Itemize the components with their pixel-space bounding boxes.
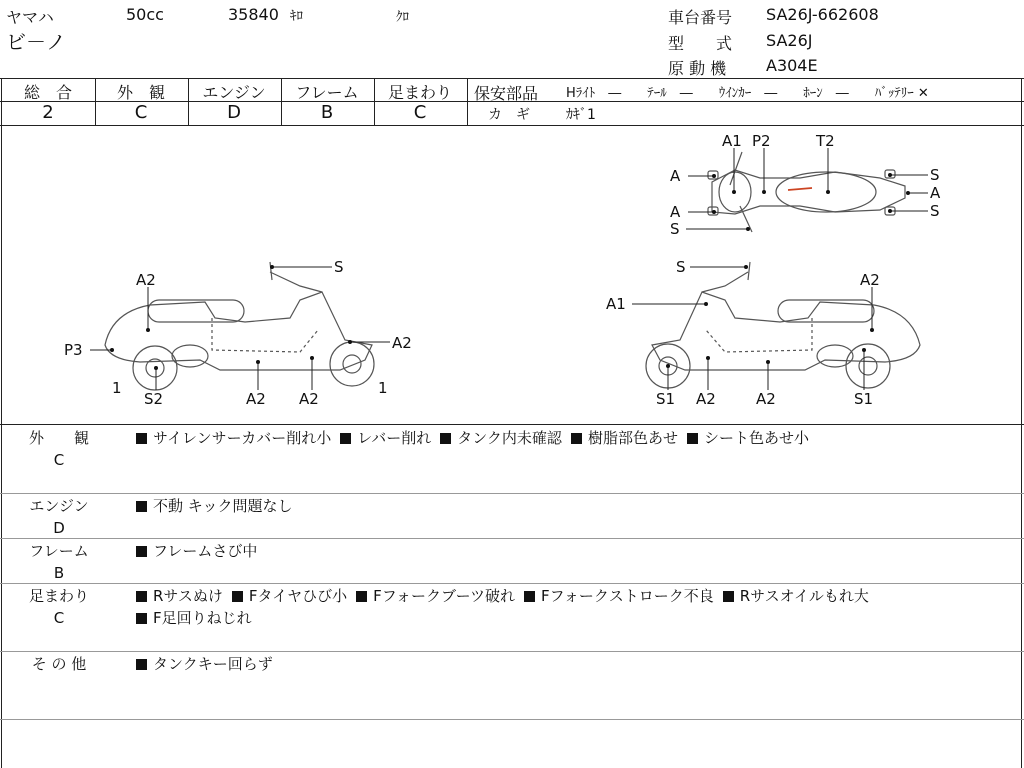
grade-overall-value: 2 <box>42 102 54 123</box>
note-item: フレームさび中 <box>136 540 257 562</box>
diagram-label: S <box>930 166 940 184</box>
maker: ヤマハ <box>6 8 54 27</box>
diagram-label: A <box>930 184 941 202</box>
top-view-scooter <box>708 152 905 232</box>
note-item: タンクキー回らず <box>136 653 273 675</box>
diagram-label: S1 <box>854 390 874 408</box>
bullet-icon <box>524 591 535 602</box>
damage-diagram <box>0 126 1024 424</box>
diagram-label: S2 <box>144 390 164 408</box>
section-engine-items <box>136 495 301 517</box>
diagram-label: 1 <box>112 379 122 397</box>
section-other-items <box>136 653 282 675</box>
diagram-label: P2 <box>752 132 771 150</box>
diagram-label: A2 <box>860 271 880 289</box>
diagram-label: S <box>670 220 680 238</box>
bullet-icon <box>136 613 147 624</box>
diagram-label: A2 <box>756 390 776 408</box>
note-item: タンク内未確認 <box>440 427 562 449</box>
diagram-label: A <box>670 203 681 221</box>
bullet-icon <box>571 433 582 444</box>
grade-exterior-label: 外 観 <box>116 83 165 102</box>
key-value: ｶｷﾞ1 <box>566 107 596 123</box>
bullet-icon <box>687 433 698 444</box>
divider <box>0 493 1024 494</box>
note-item: Fフォークブーツ破れ <box>356 585 515 607</box>
mileage <box>228 5 303 24</box>
section-frame-label: フレーム B <box>29 542 89 582</box>
engine-label: 原 動 機 <box>668 59 727 78</box>
bullet-icon <box>136 659 147 670</box>
bullet-icon <box>136 501 147 512</box>
key-label: カ ギ <box>488 107 530 123</box>
divider <box>467 101 1024 102</box>
grade-frame-value: B <box>320 102 334 123</box>
section-engine-label: エンジン D <box>29 497 89 537</box>
mileage-value: 35840 <box>228 5 279 24</box>
safety-label: 保安部品 <box>474 84 539 103</box>
bullet-icon <box>340 433 351 444</box>
grade-exterior-value: C <box>134 102 148 123</box>
section-suspension-items <box>136 585 878 629</box>
divider <box>0 651 1024 652</box>
diagram-label: T2 <box>816 132 835 150</box>
section-exterior-items <box>136 427 818 449</box>
note-item: 不動 キック問題なし <box>136 495 292 517</box>
diagram-label: A2 <box>392 334 412 352</box>
divider <box>467 78 468 125</box>
bullet-icon <box>356 591 367 602</box>
safety-items: Hﾗｲﾄ ― ﾃｰﾙ ― ｳｲﾝｶｰ ― ﾎｰﾝ ― ﾊﾞｯﾃﾘｰ ✕ <box>566 86 929 101</box>
note-item: Fフォークストローク不良 <box>524 585 714 607</box>
diagram-label: S1 <box>656 390 676 408</box>
grade-overall-label: 総 合 <box>23 83 72 102</box>
diagram-label: A2 <box>696 390 716 408</box>
section-exterior-label: 外 観 C <box>28 429 89 469</box>
model-name: ビ－ノ <box>6 30 66 54</box>
divider <box>0 538 1024 539</box>
mileage-unit: ｷﾛ <box>290 9 303 24</box>
engine-value: A304E <box>766 56 818 75</box>
diagram-label: A1 <box>722 132 742 150</box>
displacement: 50cc <box>126 5 164 24</box>
bullet-icon <box>723 591 734 602</box>
note-item: レバー削れ <box>340 427 431 449</box>
section-frame-items <box>136 540 266 562</box>
body-color: ｸﾛ <box>396 10 409 25</box>
grade-frame-label: フレーム <box>295 83 359 102</box>
type-value: SA26J <box>766 31 813 50</box>
divider <box>0 424 1024 425</box>
diagram-label: A2 <box>136 271 156 289</box>
diagram-label: A2 <box>246 390 266 408</box>
note-item: Rサスオイルもれ大 <box>723 585 869 607</box>
divider <box>0 78 1024 79</box>
note-item: F足回りねじれ <box>136 607 252 629</box>
bullet-icon <box>136 546 147 557</box>
grade-suspension-label: 足まわり <box>387 83 452 102</box>
section-other-label: そ の 他 <box>31 655 87 673</box>
note-item: Rサスぬけ <box>136 585 223 607</box>
grade-engine-label: エンジン <box>202 83 266 102</box>
type-label: 型 式 <box>668 34 733 53</box>
divider <box>0 719 1024 720</box>
diagram-label: A1 <box>606 295 626 313</box>
diagram-label: S <box>676 258 686 276</box>
chassis-label: 車台番号 <box>668 8 733 27</box>
bullet-icon <box>136 591 147 602</box>
grade-suspension-value: C <box>413 102 427 123</box>
section-suspension-label: 足まわり C <box>28 587 89 627</box>
bullet-icon <box>136 433 147 444</box>
note-item: シート色あせ小 <box>687 427 809 449</box>
note-item: Fタイヤひび小 <box>232 585 347 607</box>
diagram-label: S <box>930 202 940 220</box>
divider <box>0 583 1024 584</box>
diagram-label: 1 <box>378 379 388 397</box>
bullet-icon <box>440 433 451 444</box>
bullet-icon <box>232 591 243 602</box>
chassis-value: SA26J-662608 <box>766 5 879 24</box>
diagram-label: P3 <box>64 341 83 359</box>
diagram-label: S <box>334 258 344 276</box>
note-item: サイレンサーカバー削れ小 <box>136 427 331 449</box>
grade-engine-value: D <box>227 102 241 123</box>
diagram-label: A <box>670 167 681 185</box>
diagram-label: A2 <box>299 390 319 408</box>
note-item: 樹脂部色あせ <box>571 427 678 449</box>
